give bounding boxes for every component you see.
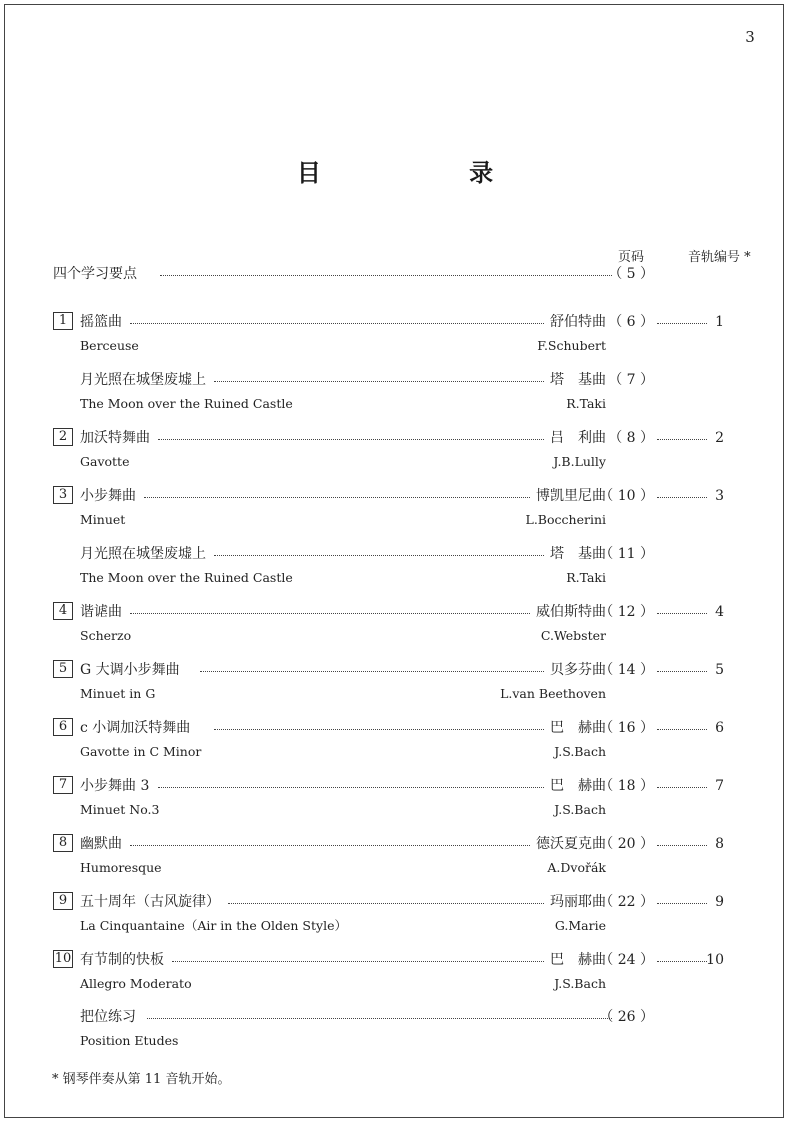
track-leader-dots [657, 729, 707, 730]
entry-page: （ 20 ） [599, 836, 654, 852]
entry-en-title: Allegro Moderato [80, 976, 192, 991]
entry-en-composer: A.Dvořák [547, 860, 606, 875]
entry-composer: 舒伯特曲 [550, 314, 606, 330]
toc-entry[interactable] [0, 486, 790, 506]
entry-en-row [0, 685, 790, 703]
entry-composer: 玛丽耶曲 [550, 894, 606, 910]
track-leader-dots [657, 845, 707, 846]
entry-en-row [0, 395, 790, 413]
track-leader-dots [657, 497, 707, 498]
entry-en-row [0, 743, 790, 761]
entry-title: c 小调加沃特舞曲 [80, 720, 191, 736]
track-leader-dots [657, 671, 707, 672]
entry-composer: 吕 利曲 [550, 430, 606, 446]
entry-title: 摇篮曲 [80, 314, 122, 330]
intro-page: （ 5 ） [608, 266, 654, 282]
entry-en-title: Minuet in G [80, 686, 156, 701]
toc-entry[interactable] [0, 834, 790, 854]
entry-number: 8 [53, 834, 73, 852]
entry-en-title: Gavotte in C Minor [80, 744, 202, 759]
footnote: * 钢琴伴奏从第 11 音轨开始。 [52, 1072, 231, 1087]
entry-en-title: Scherzo [80, 628, 132, 643]
track-leader-dots [657, 787, 707, 788]
track-leader-dots [657, 961, 707, 962]
toc-entry[interactable] [0, 950, 790, 970]
entry-en-composer: L.Boccherini [525, 512, 606, 527]
entry-page: （ 12 ） [599, 604, 654, 620]
toc-entry[interactable] [0, 544, 790, 564]
intro-entry[interactable] [0, 264, 790, 284]
entry-title: 加沃特舞曲 [80, 430, 150, 446]
entry-en-title: Gavotte [80, 454, 130, 469]
leader-dots [160, 275, 612, 276]
toc-entry[interactable] [0, 718, 790, 738]
track-leader-dots [657, 323, 707, 324]
entry-title: 五十周年（古风旋律） [80, 894, 220, 910]
entry-number: 9 [53, 892, 73, 910]
entry-number: 10 [54, 951, 72, 966]
toc-entry[interactable] [0, 428, 790, 448]
entry-page: （ 11 ） [599, 546, 654, 562]
entry-title: 有节制的快板 [80, 952, 164, 968]
entry-en-composer: J.S.Bach [554, 744, 606, 759]
entry-en-composer: C.Webster [540, 628, 606, 643]
entry-number: 4 [53, 602, 73, 620]
entry-composer: 威伯斯特曲 [536, 604, 606, 620]
entry-composer: 巴 赫曲 [550, 720, 606, 736]
entry-title: 谐谑曲 [80, 604, 122, 620]
entry-number: 1 [53, 312, 73, 330]
toc-entry[interactable] [0, 892, 790, 912]
final-entry[interactable] [0, 1007, 790, 1027]
entry-number: 6 [53, 718, 73, 736]
entry-en-composer: R.Taki [566, 396, 606, 411]
entry-en-composer: F.Schubert [537, 338, 606, 353]
entry-number: 5 [53, 660, 73, 678]
entry-title: 小步舞曲 3 [80, 778, 150, 794]
entry-title: 幽默曲 [80, 836, 122, 852]
toc-entry[interactable] [0, 776, 790, 796]
entry-track: 3 [715, 488, 724, 504]
entry-track: 6 [715, 720, 724, 736]
toc-entry[interactable] [0, 312, 790, 332]
entry-en-row [0, 975, 790, 993]
entry-page: （ 10 ） [599, 488, 654, 504]
entry-en-row [0, 801, 790, 819]
entry-page: （ 24 ） [599, 952, 654, 968]
entry-en-composer: G.Marie [554, 918, 606, 933]
entry-track: 9 [715, 894, 724, 910]
entry-composer: 德沃夏克曲 [536, 836, 606, 852]
entry-page: （ 22 ） [599, 894, 654, 910]
entry-en-row [0, 627, 790, 645]
track-leader-dots [657, 903, 707, 904]
entry-title: 月光照在城堡废墟上 [80, 372, 206, 388]
final-page: （ 26 ） [599, 1009, 654, 1025]
entry-page: （ 14 ） [599, 662, 654, 678]
entry-en-row [0, 569, 790, 587]
entry-en-title: The Moon over the Ruined Castle [80, 570, 293, 585]
entry-en-row [0, 337, 790, 355]
final-title: 把位练习 [80, 1009, 136, 1025]
page-column-header: 页码 [618, 250, 645, 265]
entry-track: 8 [715, 836, 724, 852]
entry-en-composer: R.Taki [566, 570, 606, 585]
final-en-row [0, 1032, 790, 1050]
entry-track: 5 [715, 662, 724, 678]
entry-page: （ 7 ） [608, 372, 654, 388]
entry-track: 10 [706, 952, 724, 968]
track-leader-dots [657, 613, 707, 614]
leader-dots [147, 1018, 612, 1019]
entry-track: 4 [715, 604, 724, 620]
entry-composer: 塔 基曲 [550, 372, 606, 388]
entry-composer: 塔 基曲 [550, 546, 606, 562]
entry-en-title: La Cinquantaine（Air in the Olden Style） [80, 918, 347, 933]
entry-title: 小步舞曲 [80, 488, 136, 504]
entry-en-title: The Moon over the Ruined Castle [80, 396, 293, 411]
entry-track: 7 [715, 778, 724, 794]
entry-en-composer: L.van Beethoven [500, 686, 606, 701]
intro-title: 四个学习要点 [53, 266, 137, 282]
page-number: 3 [745, 28, 755, 46]
entry-number: 3 [53, 486, 73, 504]
page-title: 目 录 [296, 159, 564, 187]
entry-track: 2 [715, 430, 724, 446]
entry-track: 1 [715, 314, 724, 330]
entry-composer: 巴 赫曲 [550, 952, 606, 968]
entry-page: （ 8 ） [608, 430, 654, 446]
toc-entry[interactable] [0, 660, 790, 680]
entry-en-row [0, 511, 790, 529]
entry-title: 月光照在城堡废墟上 [80, 546, 206, 562]
entry-en-row [0, 859, 790, 877]
toc-entry[interactable] [0, 370, 790, 390]
entry-en-row [0, 453, 790, 471]
entry-number: 2 [53, 428, 73, 446]
track-column-header: 音轨编号 * [688, 250, 751, 265]
entry-composer: 贝多芬曲 [550, 662, 606, 678]
entry-number: 7 [53, 776, 73, 794]
entry-title: G 大调小步舞曲 [80, 662, 180, 678]
entry-en-composer: J.S.Bach [554, 802, 606, 817]
entry-composer: 博凯里尼曲 [536, 488, 606, 504]
entry-en-title: Berceuse [80, 338, 139, 353]
entry-en-title: Humoresque [80, 860, 162, 875]
entry-en-title: Minuet [80, 512, 126, 527]
entry-page: （ 18 ） [599, 778, 654, 794]
track-leader-dots [657, 439, 707, 440]
final-en-title: Position Etudes [80, 1033, 179, 1048]
entry-composer: 巴 赫曲 [550, 778, 606, 794]
entry-en-row [0, 917, 790, 935]
toc-entry[interactable] [0, 602, 790, 622]
entry-en-title: Minuet No.3 [80, 802, 160, 817]
entry-en-composer: J.B.Lully [553, 454, 606, 469]
entry-en-composer: J.S.Bach [554, 976, 606, 991]
entry-page: （ 6 ） [608, 314, 654, 330]
entry-page: （ 16 ） [599, 720, 654, 736]
